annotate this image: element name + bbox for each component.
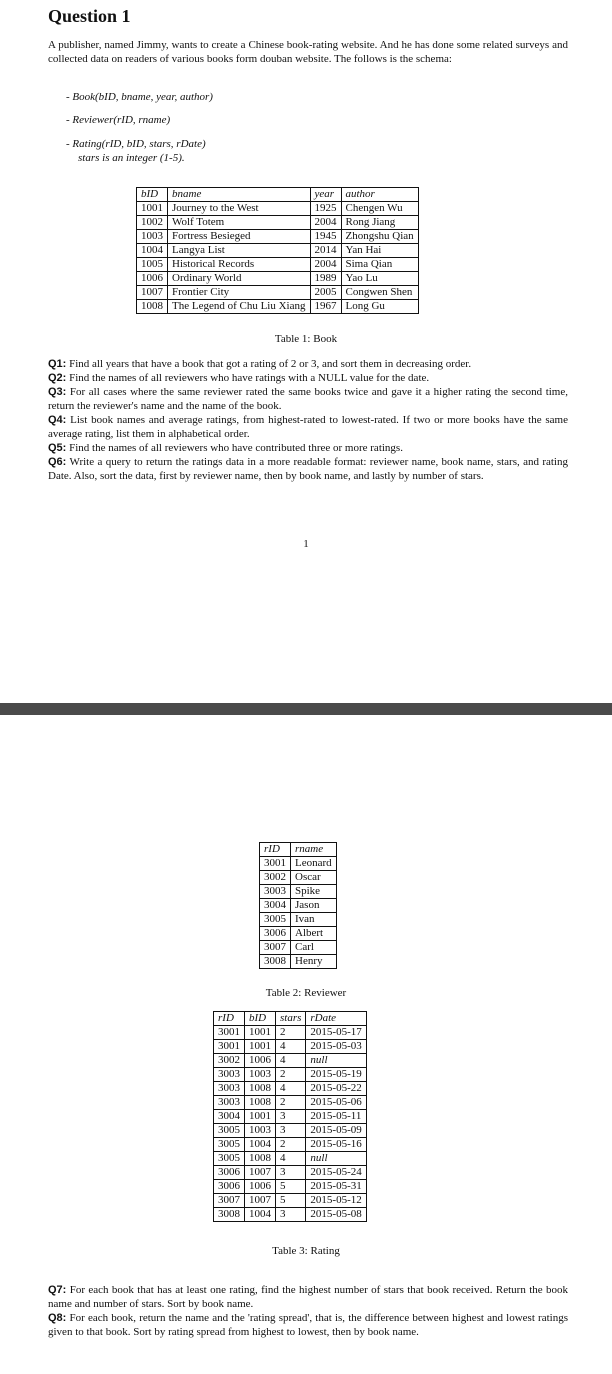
table-cell: Spike bbox=[291, 885, 337, 899]
question-item bbox=[48, 455, 568, 483]
table-row bbox=[214, 1110, 367, 1124]
table-cell: Ordinary World bbox=[168, 272, 311, 286]
table-cell: 3004 bbox=[260, 899, 291, 913]
table-row bbox=[214, 1026, 367, 1040]
table-cell: null bbox=[306, 1054, 366, 1068]
table-cell: 1945 bbox=[310, 230, 341, 244]
table-row bbox=[137, 300, 419, 314]
table-row bbox=[214, 1152, 367, 1166]
book-table bbox=[136, 187, 419, 314]
schema-dash: - bbox=[66, 138, 70, 150]
table-cell: 2 bbox=[276, 1096, 306, 1110]
table-cell: 3 bbox=[276, 1166, 306, 1180]
book-table-header-row bbox=[137, 188, 419, 202]
column-header: rDate bbox=[306, 1012, 366, 1026]
table-cell: 2015-05-11 bbox=[306, 1110, 366, 1124]
question-text: List book names and average ratings, from highest-rated to lowest-rated. If two or more books have the same average rating, list them in alphabetical order. bbox=[48, 414, 568, 440]
table-cell: 2015-05-16 bbox=[306, 1138, 366, 1152]
table-cell: 3001 bbox=[214, 1026, 245, 1040]
table-cell: 2 bbox=[276, 1026, 306, 1040]
table-cell: Jason bbox=[291, 899, 337, 913]
table-cell: 1004 bbox=[245, 1138, 276, 1152]
question-text: Find all years that have a book that got a rating of 2 or 3, and sort them in decreasing order. bbox=[69, 358, 472, 370]
table-cell: 3005 bbox=[214, 1152, 245, 1166]
table-row bbox=[260, 899, 337, 913]
question-item bbox=[48, 1283, 568, 1311]
table-cell: 3004 bbox=[214, 1110, 245, 1124]
question-label: Q1: bbox=[48, 358, 67, 370]
table-cell: 2015-05-31 bbox=[306, 1180, 366, 1194]
table-cell: 2 bbox=[276, 1068, 306, 1082]
table-row bbox=[137, 230, 419, 244]
table-row bbox=[260, 941, 337, 955]
column-header: bID bbox=[137, 188, 168, 202]
table-cell: 2 bbox=[276, 1138, 306, 1152]
table-cell: 3006 bbox=[260, 927, 291, 941]
table-cell: 3008 bbox=[260, 955, 291, 969]
reviewer-table-caption: Table 2: Reviewer bbox=[265, 987, 347, 999]
table-cell: 2004 bbox=[310, 258, 341, 272]
table-cell: 4 bbox=[276, 1152, 306, 1166]
table-cell: 1007 bbox=[245, 1166, 276, 1180]
schema-reviewer-text: Reviewer(rID, rname) bbox=[72, 114, 171, 126]
table-cell: 1008 bbox=[245, 1082, 276, 1096]
table-cell: 2004 bbox=[310, 216, 341, 230]
table-cell: 3002 bbox=[260, 871, 291, 885]
question-label: Q5: bbox=[48, 442, 67, 454]
table-cell: 1007 bbox=[245, 1194, 276, 1208]
table-row bbox=[214, 1124, 367, 1138]
table-cell: Congwen Shen bbox=[341, 286, 418, 300]
column-header: author bbox=[341, 188, 418, 202]
table-cell: 3005 bbox=[214, 1138, 245, 1152]
table-cell: 3002 bbox=[214, 1054, 245, 1068]
table-row bbox=[260, 885, 337, 899]
question-item bbox=[48, 1311, 568, 1339]
question-label: Q6: bbox=[48, 456, 67, 468]
table-cell: 1008 bbox=[137, 300, 168, 314]
table-cell: 5 bbox=[276, 1194, 306, 1208]
table-cell: 1008 bbox=[245, 1096, 276, 1110]
table-cell: 2015-05-17 bbox=[306, 1026, 366, 1040]
table-cell: Yan Hai bbox=[341, 244, 418, 258]
table-cell: 3005 bbox=[214, 1124, 245, 1138]
table-cell: 1005 bbox=[137, 258, 168, 272]
table-row bbox=[260, 913, 337, 927]
page-number: 1 bbox=[303, 538, 309, 550]
table-cell: Historical Records bbox=[168, 258, 311, 272]
table-cell: 3007 bbox=[214, 1194, 245, 1208]
table-cell: 1006 bbox=[245, 1054, 276, 1068]
table-cell: 1006 bbox=[137, 272, 168, 286]
table-row bbox=[260, 857, 337, 871]
page-2 bbox=[0, 715, 612, 1374]
schema-book bbox=[66, 90, 213, 104]
question-text: Write a query to return the ratings data in a more readable format: reviewer name, book name, stars, and rating Date. Also, sort the data, first by reviewer name, then by book name, and lastly by number of stars. bbox=[48, 456, 568, 482]
column-header: year bbox=[310, 188, 341, 202]
table-row bbox=[214, 1096, 367, 1110]
question-item bbox=[48, 441, 568, 455]
table-cell: 1967 bbox=[310, 300, 341, 314]
question-item bbox=[48, 413, 568, 441]
table-row bbox=[214, 1040, 367, 1054]
table-cell: 2015-05-24 bbox=[306, 1166, 366, 1180]
table-cell: 4 bbox=[276, 1054, 306, 1068]
table-cell: Frontier City bbox=[168, 286, 311, 300]
table-cell: 1004 bbox=[137, 244, 168, 258]
schema-book-text: Book(bID, bname, year, author) bbox=[72, 91, 213, 103]
table-cell: 3003 bbox=[214, 1082, 245, 1096]
table-cell: Long Gu bbox=[341, 300, 418, 314]
question-list-2 bbox=[48, 1283, 568, 1339]
table-cell: 3003 bbox=[260, 885, 291, 899]
table-cell: 2014 bbox=[310, 244, 341, 258]
question-label: Q3: bbox=[48, 386, 67, 398]
table-row bbox=[214, 1068, 367, 1082]
table-cell: 1003 bbox=[245, 1068, 276, 1082]
table-cell: 1989 bbox=[310, 272, 341, 286]
table-cell: 3007 bbox=[260, 941, 291, 955]
schema-rating bbox=[66, 137, 206, 165]
intro-paragraph: A publisher, named Jimmy, wants to create a Chinese book-rating website. And he has done some related surveys and collected data on readers of various books form douban website. The follows is the schema: bbox=[48, 39, 568, 65]
column-header: rID bbox=[260, 843, 291, 857]
question-label: Q4: bbox=[48, 414, 67, 426]
question-item bbox=[48, 371, 568, 385]
table-cell: The Legend of Chu Liu Xiang bbox=[168, 300, 311, 314]
table-cell: Wolf Totem bbox=[168, 216, 311, 230]
table-cell: 3003 bbox=[214, 1068, 245, 1082]
table-cell: 2015-05-22 bbox=[306, 1082, 366, 1096]
table-row bbox=[214, 1166, 367, 1180]
table-cell: Henry bbox=[291, 955, 337, 969]
rating-table-caption: Table 3: Rating bbox=[272, 1245, 340, 1257]
table-cell: 3003 bbox=[214, 1096, 245, 1110]
question-label: Q8: bbox=[48, 1312, 67, 1324]
rating-table bbox=[213, 1011, 367, 1222]
book-table-body bbox=[137, 202, 419, 314]
table-cell: 1003 bbox=[137, 230, 168, 244]
table-cell: 5 bbox=[276, 1180, 306, 1194]
question-text: For all cases where the same reviewer rated the same books twice and gave it a higher rating the second time, return the reviewer's name and the name of the book. bbox=[48, 386, 569, 412]
question-label: Q2: bbox=[48, 372, 67, 384]
table-cell: Carl bbox=[291, 941, 337, 955]
table-row bbox=[214, 1138, 367, 1152]
question-text: For each book, return the name and the 'rating spread', that is, the difference between highest and lowest ratings given to that book. Sort by rating spread from highest to lowest, then by book name. bbox=[48, 1312, 568, 1338]
table-cell: 1003 bbox=[245, 1124, 276, 1138]
question-item bbox=[48, 357, 568, 371]
column-header: rname bbox=[291, 843, 337, 857]
table-cell: 4 bbox=[276, 1082, 306, 1096]
table-cell: 3 bbox=[276, 1208, 306, 1222]
table-row bbox=[260, 955, 337, 969]
schema-stars-note: stars is an integer (1-5). bbox=[78, 152, 185, 164]
table-row bbox=[214, 1180, 367, 1194]
table-row bbox=[260, 927, 337, 941]
reviewer-table-body bbox=[260, 857, 337, 969]
column-header: rID bbox=[214, 1012, 245, 1026]
table-cell: Zhongshu Qian bbox=[341, 230, 418, 244]
rating-table-body bbox=[214, 1026, 367, 1222]
schema-dash: - bbox=[66, 91, 70, 103]
table-cell: 1008 bbox=[245, 1152, 276, 1166]
table-cell: Ivan bbox=[291, 913, 337, 927]
table-cell: 1007 bbox=[137, 286, 168, 300]
table-row bbox=[214, 1082, 367, 1096]
table-row bbox=[214, 1054, 367, 1068]
book-table-caption: Table 1: Book bbox=[274, 333, 338, 345]
table-row bbox=[214, 1208, 367, 1222]
table-cell: 2015-05-06 bbox=[306, 1096, 366, 1110]
table-cell: 1004 bbox=[245, 1208, 276, 1222]
table-cell: 2015-05-19 bbox=[306, 1068, 366, 1082]
reviewer-table bbox=[259, 842, 337, 969]
question-text: Find the names of all reviewers who have contributed three or more ratings. bbox=[69, 442, 403, 454]
table-cell: 3006 bbox=[214, 1180, 245, 1194]
table-row bbox=[137, 286, 419, 300]
question-item bbox=[48, 385, 568, 413]
table-row bbox=[137, 216, 419, 230]
table-cell: Albert bbox=[291, 927, 337, 941]
table-cell: 2005 bbox=[310, 286, 341, 300]
question-text: Find the names of all reviewers who have ratings with a NULL value for the date. bbox=[69, 372, 430, 384]
table-cell: Oscar bbox=[291, 871, 337, 885]
table-cell: 2015-05-09 bbox=[306, 1124, 366, 1138]
table-row bbox=[137, 272, 419, 286]
table-row bbox=[137, 258, 419, 272]
table-cell: 3 bbox=[276, 1124, 306, 1138]
table-cell: 3008 bbox=[214, 1208, 245, 1222]
schema-reviewer bbox=[66, 113, 170, 127]
column-header: bID bbox=[245, 1012, 276, 1026]
table-cell: 1002 bbox=[137, 216, 168, 230]
table-cell: 3 bbox=[276, 1110, 306, 1124]
table-cell: 1925 bbox=[310, 202, 341, 216]
rating-table-header-row bbox=[214, 1012, 367, 1026]
table-cell: null bbox=[306, 1152, 366, 1166]
table-cell: 3001 bbox=[260, 857, 291, 871]
column-header: bname bbox=[168, 188, 311, 202]
table-cell: 3006 bbox=[214, 1166, 245, 1180]
table-cell: 1001 bbox=[137, 202, 168, 216]
question-label: Q7: bbox=[48, 1284, 67, 1296]
table-cell: Fortress Besieged bbox=[168, 230, 311, 244]
column-header: stars bbox=[276, 1012, 306, 1026]
table-cell: 4 bbox=[276, 1040, 306, 1054]
table-cell: 3005 bbox=[260, 913, 291, 927]
table-cell: 1006 bbox=[245, 1180, 276, 1194]
question-list-1 bbox=[48, 357, 568, 483]
schema-rating-text: Rating(rID, bID, stars, rDate) bbox=[72, 138, 206, 150]
reviewer-table-header-row bbox=[260, 843, 337, 857]
table-row bbox=[214, 1194, 367, 1208]
table-cell: 2015-05-08 bbox=[306, 1208, 366, 1222]
table-cell: 1001 bbox=[245, 1110, 276, 1124]
table-cell: 1001 bbox=[245, 1026, 276, 1040]
table-cell: Journey to the West bbox=[168, 202, 311, 216]
question-title: Question 1 bbox=[48, 6, 131, 26]
table-cell: Leonard bbox=[291, 857, 337, 871]
page-separator bbox=[0, 703, 612, 715]
table-row bbox=[260, 871, 337, 885]
table-row bbox=[137, 244, 419, 258]
schema-dash: - bbox=[66, 114, 70, 126]
table-cell: Yao Lu bbox=[341, 272, 418, 286]
table-cell: 2015-05-03 bbox=[306, 1040, 366, 1054]
table-cell: 3001 bbox=[214, 1040, 245, 1054]
table-cell: Sima Qian bbox=[341, 258, 418, 272]
table-cell: Rong Jiang bbox=[341, 216, 418, 230]
table-cell: Langya List bbox=[168, 244, 311, 258]
table-cell: 1001 bbox=[245, 1040, 276, 1054]
table-row bbox=[137, 202, 419, 216]
table-cell: Chengen Wu bbox=[341, 202, 418, 216]
table-cell: 2015-05-12 bbox=[306, 1194, 366, 1208]
question-text: For each book that has at least one rating, find the highest number of stars that book received. Return the book name and number of stars. Sort by book name. bbox=[48, 1284, 569, 1310]
